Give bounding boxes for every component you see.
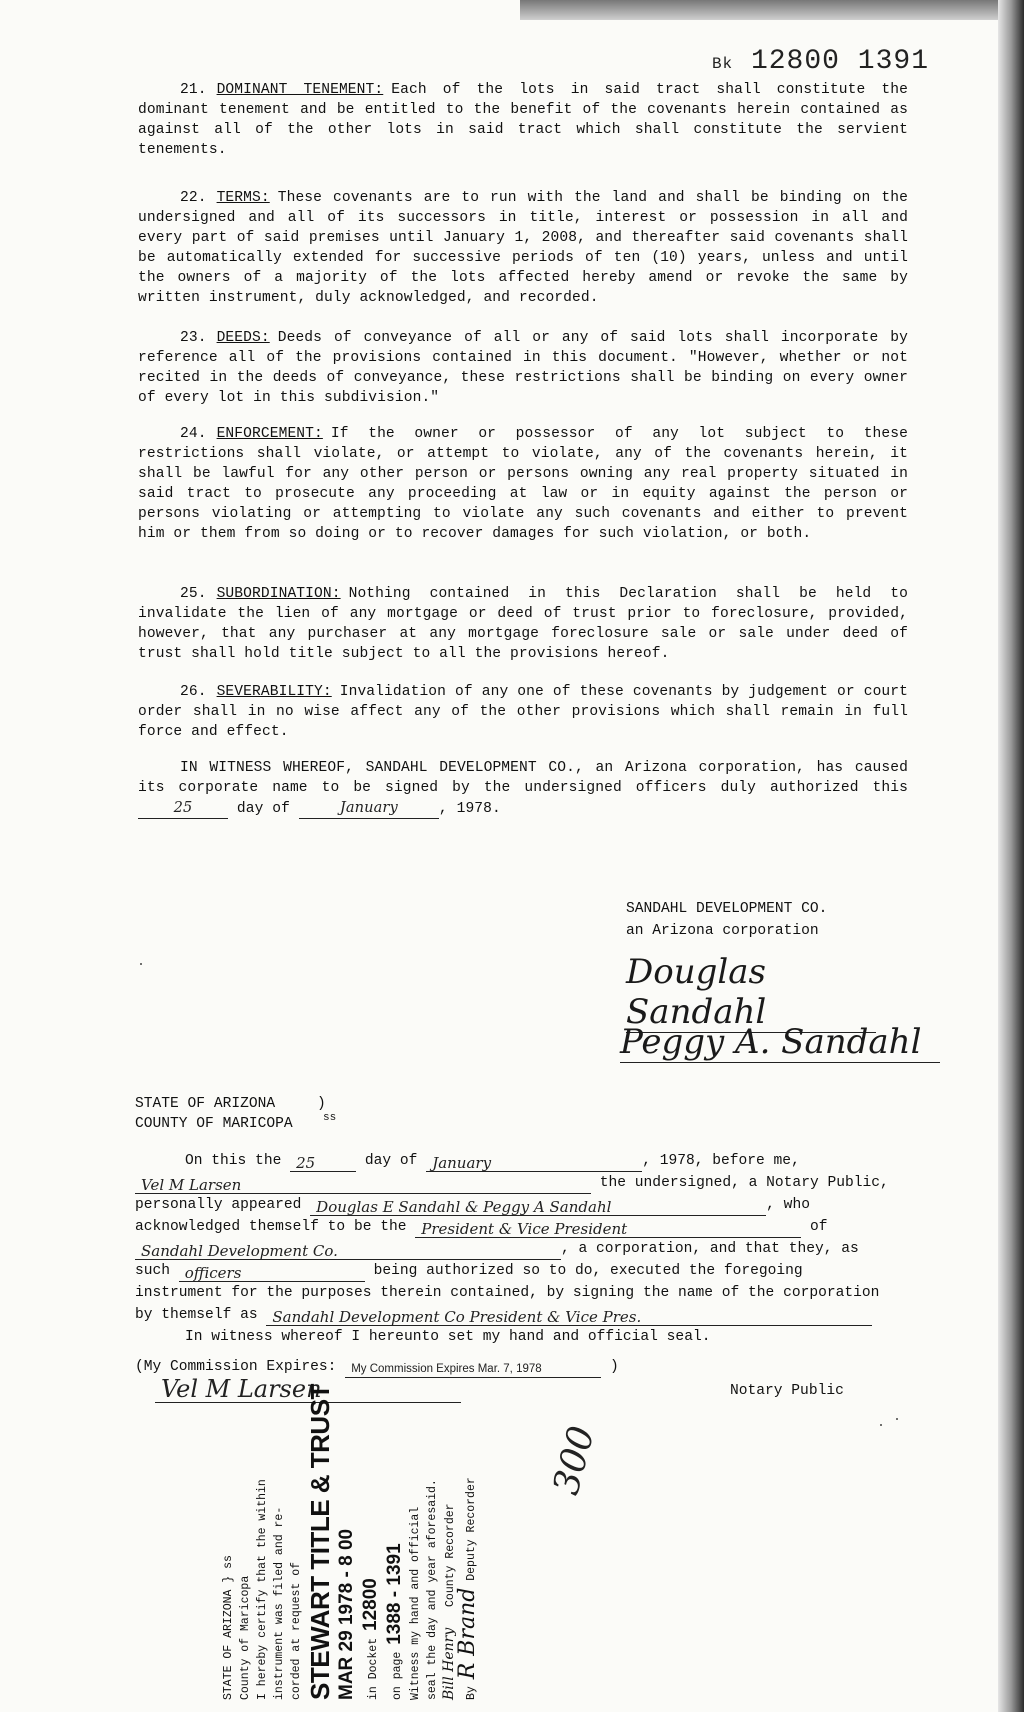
county-line: COUNTY OF MARICOPA xyxy=(135,1116,293,1132)
paragraph-25: 25. SUBORDINATION: Nothing contained in this Declaration shall be held to invalidate the lien of any mortgage or deed of trust prior to foreclosure, provided, however, that any purchaser at any mortgage foreclosure sale or sale under deed of trust shall hold title subject to all the provisions hereof. xyxy=(138,586,908,662)
notary-signature: Vel M Larsen xyxy=(155,1378,461,1403)
notary-line-7: instrument for the purposes therein contained, by signing the name of the corporation xyxy=(135,1285,880,1301)
state-county-block xyxy=(135,1094,337,1134)
margin-note: 300 xyxy=(545,1422,604,1499)
scan-speck xyxy=(140,963,142,965)
ss-label: ss xyxy=(323,1112,337,1124)
notary-line-4: acknowledged themself to be the President & Vice President of xyxy=(135,1219,828,1238)
notary-line-1: On this the 25 day of January , 1978, before me, xyxy=(185,1153,800,1172)
notary-line-5: Sandahl Development Co. , a corporation, and that they, as xyxy=(135,1238,910,1260)
notary-line-9: In witness whereof I hereunto set my hand and official seal. xyxy=(185,1329,711,1345)
scan-speck xyxy=(896,1418,898,1420)
signature-president: Douglas Sandahl xyxy=(626,952,876,1033)
stamp-date: MAR 29 1978 - 8 00 xyxy=(336,1528,357,1700)
corporation-type: an Arizona corporation xyxy=(626,923,819,939)
paragraph-23: 23. DEEDS: Deeds of conveyance of all or any of said lots shall incorporate by reference all of the provisions contained in this document. "However, whether or not recited in the deeds of conveyance, these restrictions shall be binding on every owner of every lot in this subdivision." xyxy=(138,330,908,406)
notary-line-8: by themself as Sandahl Development Co President & Vice Pres. xyxy=(135,1304,910,1326)
corporation-name: SANDAHL DEVELOPMENT CO. xyxy=(626,901,828,917)
signature-vice-president: Peggy A. Sandahl xyxy=(620,1022,940,1063)
notary-line-3: personally appeared Douglas E Sandahl & Peggy A Sandahl , who xyxy=(135,1197,810,1216)
scan-edge-top xyxy=(520,0,1024,20)
scan-edge-right xyxy=(998,0,1024,1712)
recording-stamp: STATE OF ARIZONA } ss County of Maricopa I hereby certify that the within instrument was filed and re- corded at request of STEWART TITLE & TRUST MAR 29 1978 - 8 00 in Docket 12800 on page 1388 - 1391 Witness my hand and official seal the day and year aforesaid. Bill Henry County Recorder By R Brand Deputy Recorder xyxy=(150,1370,570,1700)
paragraph-21: 21. DOMINANT TENEMENT: Each of the lots in said tract shall constitute the dominant tenement and be entitled to the benefit of the covenants herein contained as against all of the other lots in said tract which shall constitute the servient tenements. xyxy=(138,82,908,158)
paragraph-22: 22. TERMS: These covenants are to run with the land and shall be binding on the undersigned and all of its successors in title, interest or possession in all and every part of said premises until January 1, 2008, and thereafter said covenants shall be automatically extended for successive periods of ten (10) years, unless and until the owners of a majority of the lots affected hereby amend or revoke the same by written instrument, duly acknowledged, and recorded. xyxy=(138,190,908,306)
state-line: STATE OF ARIZONA xyxy=(135,1096,276,1112)
brace: ) xyxy=(317,1096,326,1112)
recording-number: Bk 12800 1391 xyxy=(711,46,929,77)
paragraph-26: 26. SEVERABILITY: Invalidation of any one of these covenants by judgement or court order shall in no wise affect any of the other provisions which shall remain in full force and effect. xyxy=(138,684,908,740)
notary-public-label: Notary Public xyxy=(730,1383,844,1399)
scan-speck xyxy=(880,1424,882,1426)
corporation-block xyxy=(626,898,827,942)
commission-line: (My Commission Expires: My Commission Expires Mar. 7, 1978 ) Vel M Larsen xyxy=(135,1359,619,1403)
paragraph-24: 24. ENFORCEMENT: If the owner or possessor of any lot subject to these restrictions shall violate, or attempt to violate, any of the covenants herein, it shall be lawful for any other person or persons owning any real property situated in said tract to prosecute any proceeding at law or in equity against the person or persons violating or attempting to violate any such covenants and either to prevent him or them from so doing or to recover damages for such violation, or both. xyxy=(138,426,908,542)
notary-line-2: Vel M Larsen the undersigned, a Notary Public, xyxy=(135,1172,910,1194)
stamp-company: STEWART TITLE & TRUST xyxy=(305,1384,335,1700)
witness-clause: IN WITNESS WHEREOF, SANDAHL DEVELOPMENT CO., an Arizona corporation, has caused its corporate name to be signed by the undersigned officers duly authorized this 25 day of January , 1978. xyxy=(138,760,908,817)
notary-line-6: such officers being authorized so to do, executed the foregoing xyxy=(135,1263,803,1282)
